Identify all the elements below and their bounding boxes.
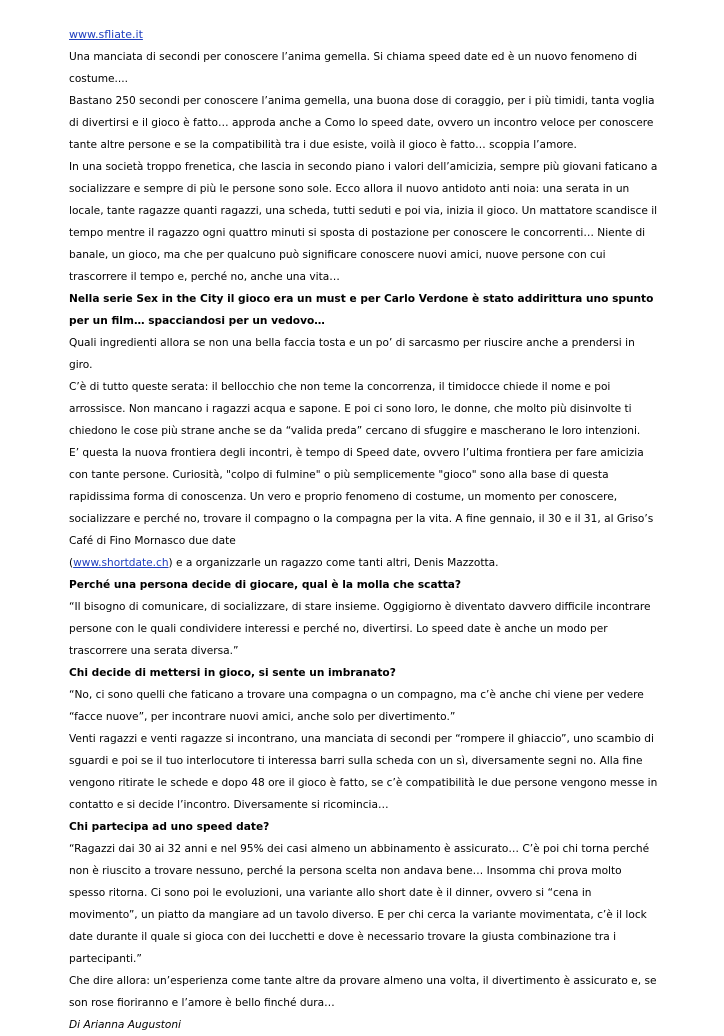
organizer-text: ) e a organizzarle un ragazzo come tanti altri, Denis Mazzotta. xyxy=(168,557,499,569)
site-link[interactable]: www.sfliate.it xyxy=(69,28,143,41)
paragraph-how-it-works: Venti ragazzi e venti ragazze si incontrano, una manciata di secondi per “rompere il ghiaccio”, uno scambio di sguardi e poi se il tuo interlocutore ti interessa barri sulla scheda con un sì, diversamente segni no. Alla fine vengono ritirate le schede e dopo 48 ore il gioco è fatto, se c’è compatibilità le due persone vengono messe in contatto e si decide l’incontro. Diversamente si ricomincia… xyxy=(69,733,658,811)
answer-why-play: “Il bisogno di comunicare, di socializzare, di stare insieme. Oggigiorno è diventato davvero difficile incontrare persone con le quali condividere interessi e perché no, divertirsi. Lo speed date è anche un modo per trascorrere una serata diversa.” xyxy=(69,601,651,657)
paragraph-evening: C’è di tutto queste serata: il bellocchio che non teme la concorrenza, il timidocce chiede il nome e poi arrossisce. Non mancano i ragazzi acqua e sapone. E poi ci sono loro, le donne, che molto più disinvolte ti chiedono le cose più strane anche se da “valida preda” cercano di sfuggire e mascherano le loro intenzioni. xyxy=(69,381,641,437)
paragraph-organizer xyxy=(69,552,659,574)
answer-awkward: “No, ci sono quelli che faticano a trovare una compagna o un compagno, ma c’è anche chi viene per vedere “facce nuove”, per incontrare nuovi amici, anche solo per divertimento.” xyxy=(69,689,644,723)
paragraph-frontier: E’ questa la nuova frontiera degli incontri, è tempo di Speed date, ovvero l’ultima frontiera per fare amicizia con tante persone. Curiosità, "colpo di fulmine" o più semplicemente "gioco" sono alla base di questa rapidissima forma di conoscenza. Un vero e proprio fenomeno di costume, un momento per conoscere, socializzare e perché no, trovare il compagno o la compagna per la vita. A fine gennaio, il 30 e il 31, al Griso’s Café di Fino Mornasco due date xyxy=(69,447,654,547)
intro-paragraph-2: Bastano 250 secondi per conoscere l’anima gemella, una buona dose di coraggio, per i più timidi, tanta voglia di divertirsi e il gioco è fatto… approda anche a Como lo speed date, ovvero un incontro veloce per conoscere tante altre persone e se la compatibilità tra i due esiste, voilà il gioco è fatto… scoppia l’amore. xyxy=(69,95,655,151)
paren-open: ( xyxy=(69,557,74,569)
answer-who-participates: “Ragazzi dai 30 ai 32 anni e nel 95% dei casi almeno un abbinamento è assicurato… C’è poi chi torna perché non è riuscito a trovare nessuno, perché la persona scelta non andava bene… Insomma chi prova molto spesso ritorna. Ci sono poi le evoluzioni, una variante allo short date è il dinner, ovvero si “cena in movimento”, un piatto da mangiare ad un tavolo diverso. E per chi cerca la variante movimentata, c’è il lock date durante il quale si gioca con dei lucchetti e dove è necessario trovare la giusta combinazione tra i partecipanti.” xyxy=(69,843,650,965)
paragraph-ingredients: Quali ingredienti allora se non una bella faccia tosta e un po’ di sarcasmo per riuscire anche a prendersi in giro. xyxy=(69,337,635,371)
intro-paragraph-1: Una manciata di secondi per conoscere l’anima gemella. Si chiama speed date ed è un nuovo fenomeno di costume.... xyxy=(69,51,638,85)
question-heading-why-play: Perché una persona decide di giocare, qual è la molla che scatta? xyxy=(69,579,462,591)
paragraph-conclusion: Che dire allora: un’esperienza come tante altre da provare almeno una volta, il divertimento è assicurato e, se son rose fioriranno e l’amore è bello finché dura… xyxy=(69,975,657,1009)
question-heading-awkward: Chi decide di mettersi in gioco, si sente un imbranato? xyxy=(69,667,396,679)
question-heading-who-participates: Chi partecipa ad uno speed date? xyxy=(69,821,270,833)
section-heading-sex-in-the-city: Nella serie Sex in the City il gioco era un must e per Carlo Verdone è stato addirittura uno spunto per un film… spacciandosi per un vedovo… xyxy=(69,293,654,327)
author-byline: Di Arianna Augustoni xyxy=(69,1019,182,1031)
intro-paragraph-3: In una società troppo frenetica, che lascia in secondo piano i valori dell’amicizia, sempre più giovani faticano a socializzare e sempre di più le persone sono sole. Ecco allora il nuovo antidoto anti noia: una serata in un locale, tante ragazze quanti ragazzi, una scheda, tutti seduti e poi via, inizia il gioco. Un mattatore scandisce il tempo mentre il ragazzo ogni quattro minuti si sposta di postazione per conoscere le concorrenti… Niente di banale, un gioco, ma che per qualcuno può significare conoscere nuovi amici, nuove persone con cui trascorrere il tempo e, perché no, anche una vita… xyxy=(69,161,658,283)
site-link-line xyxy=(69,24,659,46)
shortdate-link[interactable]: www.shortdate.ch xyxy=(73,557,169,569)
article-page xyxy=(69,24,659,1036)
